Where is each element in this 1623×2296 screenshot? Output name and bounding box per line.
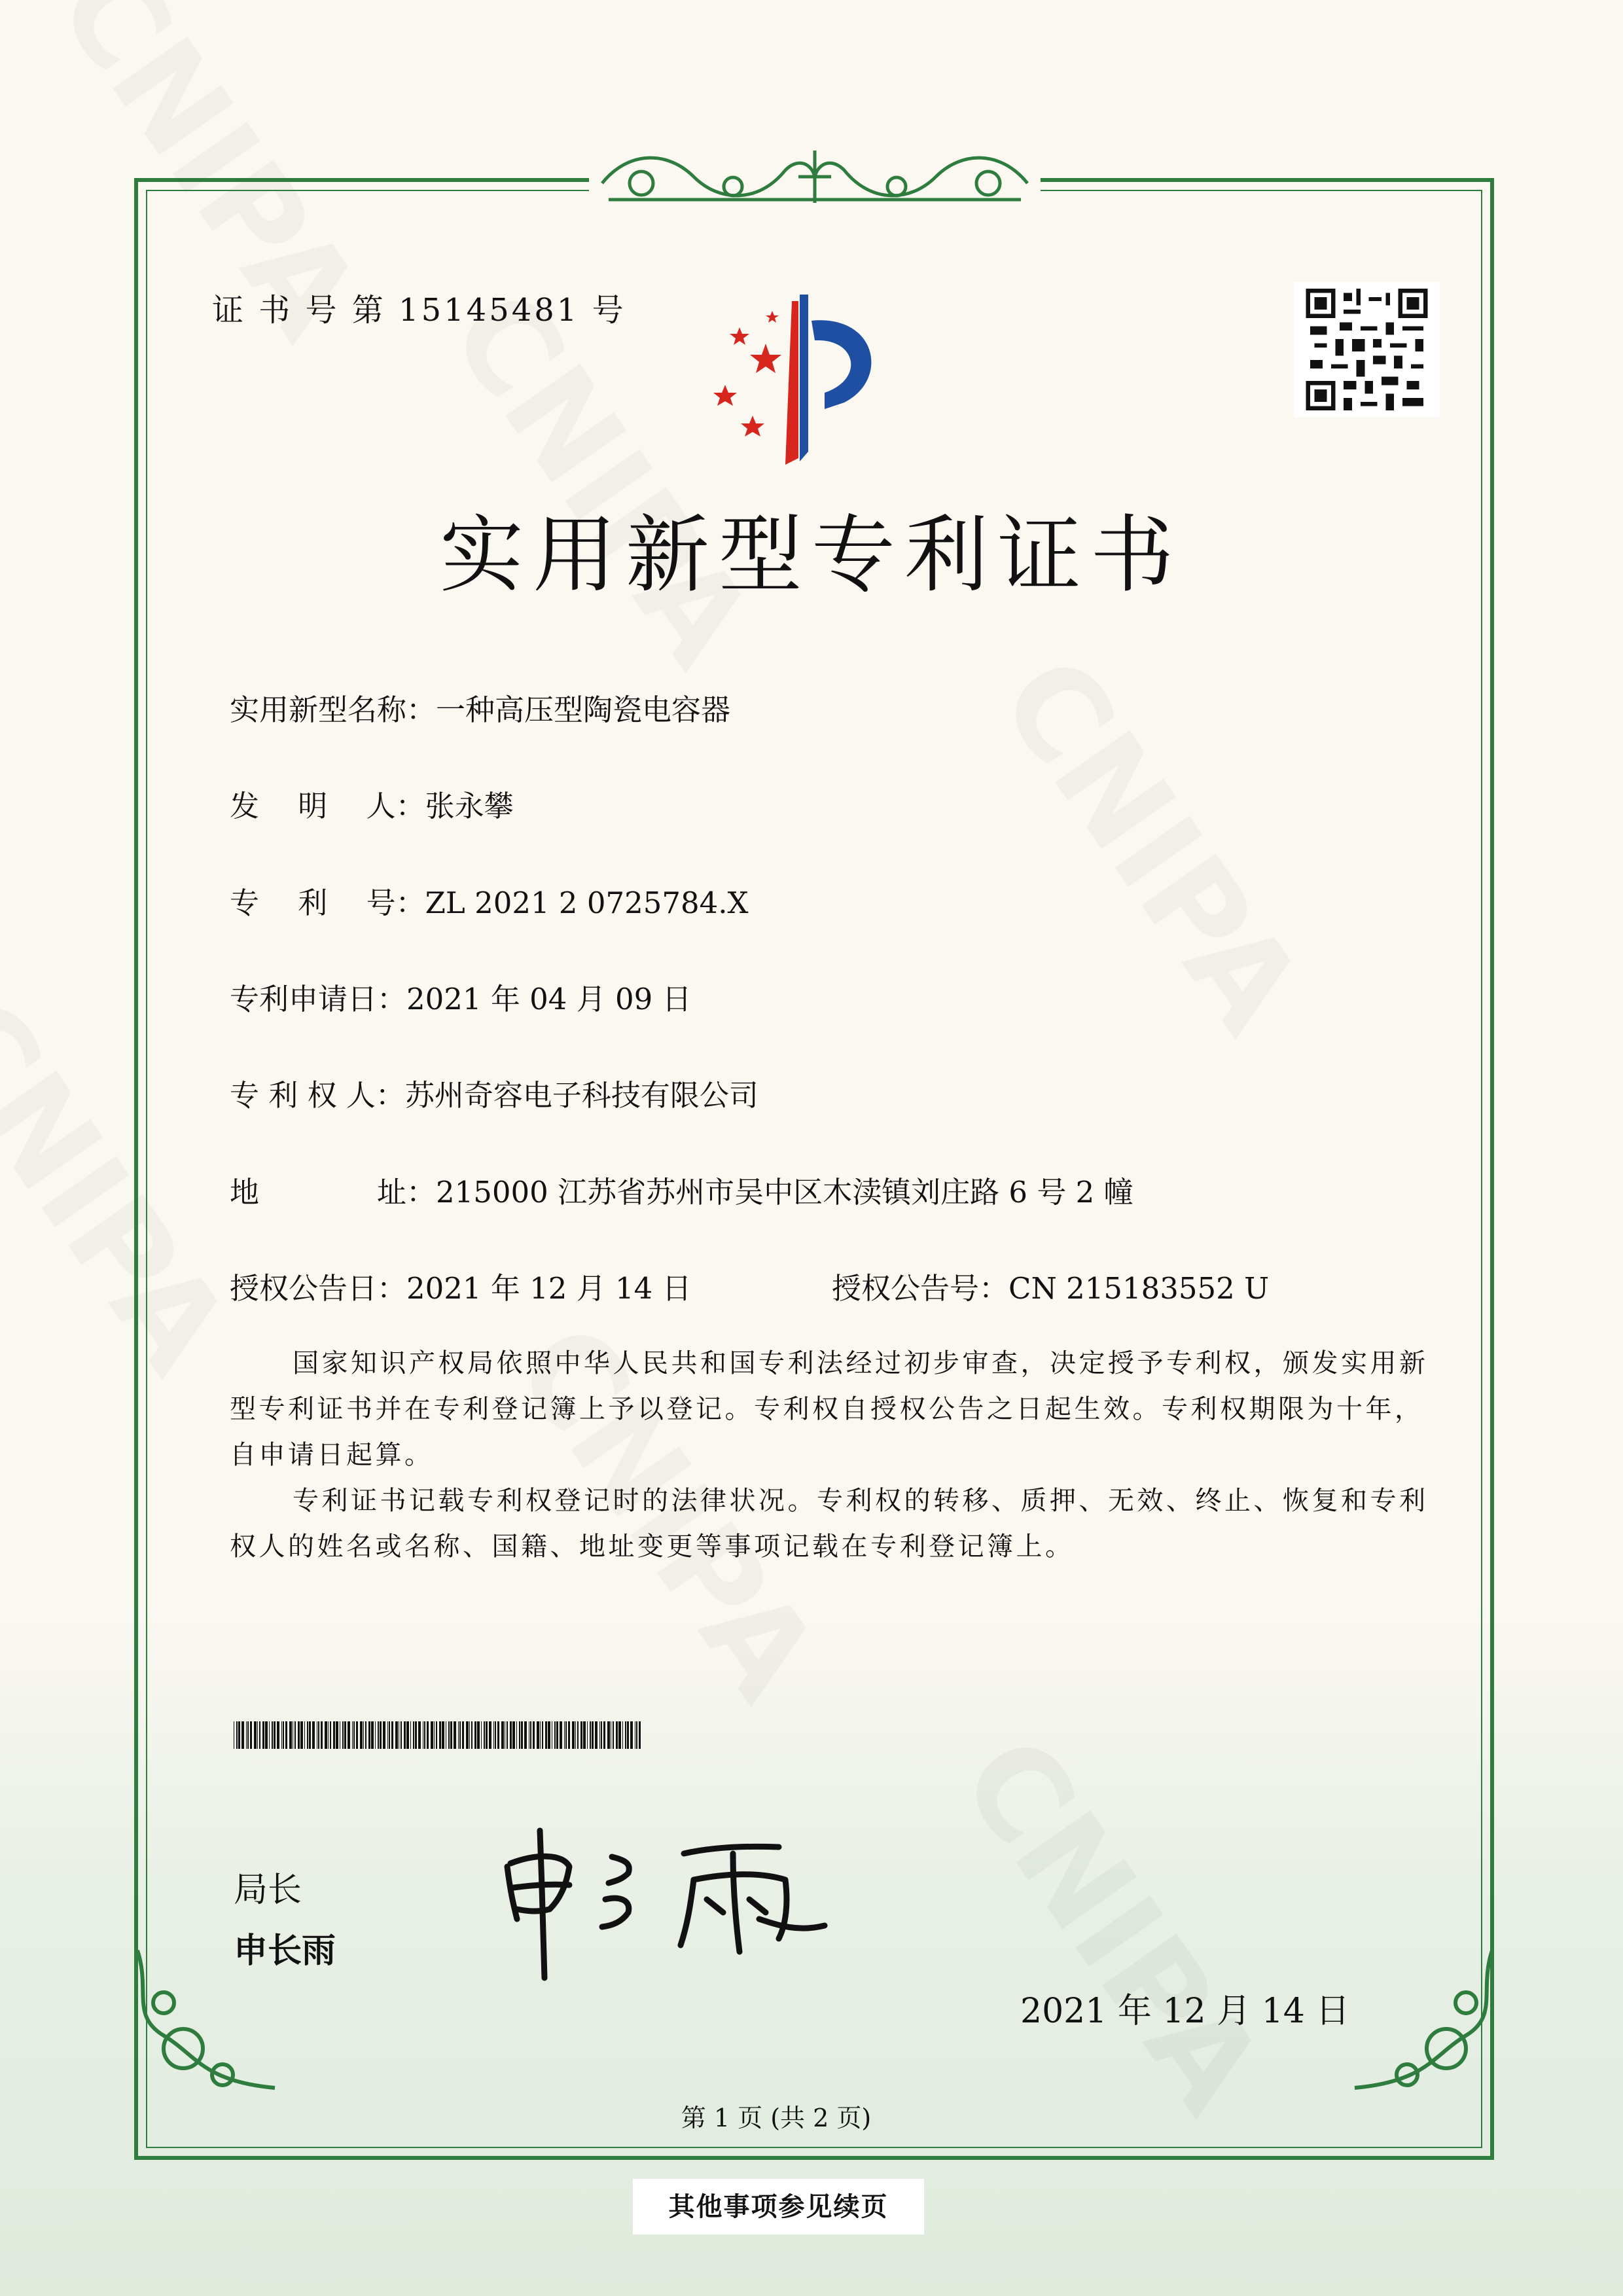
field-address bbox=[230, 1168, 1133, 1211]
barcode-bar bbox=[481, 1721, 482, 1749]
barcode-bar bbox=[542, 1721, 543, 1749]
barcode-bar bbox=[540, 1721, 541, 1749]
barcode-bar bbox=[353, 1721, 355, 1749]
barcode-bar bbox=[272, 1721, 273, 1749]
barcode-bar bbox=[375, 1721, 376, 1749]
barcode-bar bbox=[618, 1721, 621, 1749]
barcode-bar bbox=[250, 1721, 252, 1749]
barcode-bar bbox=[269, 1721, 270, 1749]
barcode-bar bbox=[387, 1721, 388, 1749]
barcode-bar bbox=[575, 1721, 576, 1749]
barcode-bar bbox=[262, 1721, 264, 1749]
barcode-bar bbox=[247, 1721, 249, 1749]
barcode-bar bbox=[554, 1721, 556, 1749]
barcode-bar bbox=[328, 1721, 329, 1749]
barcode-bar bbox=[587, 1721, 588, 1749]
field-label: 专 利 号： bbox=[230, 886, 425, 920]
barcode-bar bbox=[564, 1721, 565, 1749]
barcode-bar bbox=[521, 1721, 523, 1749]
barcode-bar bbox=[356, 1721, 358, 1749]
barcode-bar bbox=[304, 1721, 305, 1749]
barcode-bar bbox=[560, 1721, 562, 1749]
barcode-bar bbox=[342, 1721, 344, 1749]
director-title: 局长 bbox=[234, 1871, 302, 1910]
barcode-bar bbox=[300, 1721, 303, 1749]
barcode-bar bbox=[427, 1721, 429, 1749]
barcode-bar bbox=[360, 1721, 363, 1749]
field-label: 专利申请日： bbox=[230, 982, 407, 1016]
barcode-bar bbox=[519, 1721, 520, 1749]
barcode-bar bbox=[639, 1721, 641, 1749]
barcode-bar bbox=[625, 1721, 626, 1749]
field-utility-model-name bbox=[230, 686, 730, 728]
field-grant-date bbox=[230, 1265, 692, 1307]
barcode-icon bbox=[234, 1721, 643, 1749]
barcode-bar bbox=[257, 1721, 258, 1749]
barcode-bar bbox=[298, 1721, 300, 1749]
barcode-bar bbox=[599, 1721, 600, 1749]
barcode-bar bbox=[489, 1721, 491, 1749]
barcode-bar bbox=[383, 1721, 385, 1749]
barcode-bar bbox=[431, 1721, 433, 1749]
field-value: 215000 江苏省苏州市吴中区木渎镇刘庄路 6 号 2 幢 bbox=[436, 1175, 1133, 1210]
barcode-bar bbox=[434, 1721, 435, 1749]
barcode-bar bbox=[365, 1721, 366, 1749]
barcode-bar bbox=[510, 1721, 512, 1749]
field-value: 一种高压型陶瓷电容器 bbox=[436, 692, 731, 727]
barcode-bar bbox=[474, 1721, 476, 1749]
field-value: 2021 年 04 月 09 日 bbox=[406, 982, 692, 1016]
barcode-bar bbox=[512, 1721, 515, 1749]
field-label: 授权公告日： bbox=[230, 1271, 407, 1306]
page-title: 实用新型专利证书 bbox=[439, 507, 1183, 604]
barcode-bar bbox=[572, 1721, 575, 1749]
barcode-bar bbox=[389, 1721, 390, 1749]
barcode-bar bbox=[330, 1721, 331, 1749]
barcode-bar bbox=[254, 1721, 257, 1749]
handwritten-signature-icon bbox=[497, 1827, 838, 1984]
barcode-bar bbox=[545, 1721, 547, 1749]
barcode-bar bbox=[289, 1721, 292, 1749]
barcode-bar bbox=[627, 1721, 629, 1749]
barcode-bar bbox=[285, 1721, 287, 1749]
barcode-bar bbox=[318, 1721, 319, 1749]
barcode-bar bbox=[636, 1721, 637, 1749]
barcode-bar bbox=[238, 1721, 240, 1749]
barcode-bar bbox=[413, 1721, 414, 1749]
barcode-bar bbox=[459, 1721, 461, 1749]
barcode-bar bbox=[568, 1721, 570, 1749]
barcode-bar bbox=[333, 1721, 335, 1749]
barcode-bar bbox=[616, 1721, 618, 1749]
barcode-bar bbox=[371, 1721, 374, 1749]
barcode-bar bbox=[236, 1721, 238, 1749]
field-patent-number bbox=[230, 879, 749, 922]
barcode-bar bbox=[401, 1721, 402, 1749]
barcode-bar bbox=[368, 1721, 370, 1749]
barcode-bar bbox=[477, 1721, 480, 1749]
barcode-bar bbox=[424, 1721, 425, 1749]
barcode-bar bbox=[406, 1721, 409, 1749]
field-label: 发 明 人： bbox=[230, 789, 425, 823]
field-label: 实用新型名称： bbox=[230, 692, 437, 727]
barcode-bar bbox=[294, 1721, 296, 1749]
barcode-bar bbox=[391, 1721, 393, 1749]
field-announcement-number bbox=[832, 1265, 1269, 1307]
barcode-bar bbox=[622, 1721, 623, 1749]
barcode-bar bbox=[363, 1721, 364, 1749]
barcode-bar bbox=[458, 1721, 459, 1749]
barcode-bar bbox=[590, 1721, 591, 1749]
barcode-bar bbox=[321, 1721, 323, 1749]
field-value: CN 215183552 U bbox=[1008, 1271, 1270, 1306]
barcode-bar bbox=[312, 1721, 315, 1749]
barcode-bar bbox=[281, 1721, 282, 1749]
barcode-bar bbox=[277, 1721, 279, 1749]
barcode-bar bbox=[344, 1721, 346, 1749]
barcode-bar bbox=[241, 1721, 244, 1749]
barcode-bar bbox=[265, 1721, 268, 1749]
barcode-bar bbox=[484, 1721, 485, 1749]
barcode-bar bbox=[486, 1721, 488, 1749]
barcode-bar bbox=[259, 1721, 260, 1749]
barcode-bar bbox=[524, 1721, 527, 1749]
cnipa-logo-icon bbox=[694, 281, 936, 471]
barcode-bar bbox=[466, 1721, 469, 1749]
barcode-bar bbox=[469, 1721, 470, 1749]
barcode-bar bbox=[395, 1721, 398, 1749]
barcode-bar bbox=[516, 1721, 517, 1749]
field-value: ZL 2021 2 0725784.X bbox=[425, 886, 749, 920]
barcode-bar bbox=[378, 1721, 379, 1749]
barcode-bar bbox=[497, 1721, 499, 1749]
field-value: 苏州奇容电子科技有限公司 bbox=[404, 1078, 758, 1113]
barcode-bar bbox=[325, 1721, 327, 1749]
barcode-bar bbox=[415, 1721, 417, 1749]
barcode-bar bbox=[530, 1721, 531, 1749]
barcode-bar bbox=[603, 1721, 605, 1749]
page-number: 第 1 页 (共 2 页) bbox=[681, 2104, 872, 2132]
barcode-bar bbox=[607, 1721, 610, 1749]
barcode-bar bbox=[450, 1721, 452, 1749]
barcode-bar bbox=[601, 1721, 602, 1749]
barcode-bar bbox=[348, 1721, 350, 1749]
barcode-bar bbox=[507, 1721, 508, 1749]
barcode-bar bbox=[418, 1721, 421, 1749]
barcode-bar bbox=[336, 1721, 338, 1749]
barcode-bar bbox=[537, 1721, 539, 1749]
barcode-bar bbox=[283, 1721, 284, 1749]
barcode-bar bbox=[495, 1721, 496, 1749]
barcode-bar bbox=[274, 1721, 276, 1749]
field-label: 专 利 权 人： bbox=[230, 1078, 405, 1113]
field-application-date bbox=[230, 975, 692, 1018]
barcode-bar bbox=[577, 1721, 579, 1749]
field-patentee bbox=[230, 1071, 758, 1114]
barcode-bar bbox=[246, 1721, 247, 1749]
barcode-bar bbox=[471, 1721, 473, 1749]
barcode-bar bbox=[410, 1721, 411, 1749]
field-value: 张永攀 bbox=[425, 789, 514, 823]
barcode-bar bbox=[309, 1721, 311, 1749]
barcode-bar bbox=[307, 1721, 308, 1749]
statement-paragraph: 国家知识产权局依照中华人民共和国专利法经过初步审查，决定授予专利权，颁发实用新型专利证书并在专利登记簿上予以登记。专利权自授权公告之日起生效。专利权期限为十年，自申请日起算。 bbox=[230, 1348, 1429, 1470]
barcode-bar bbox=[595, 1721, 597, 1749]
field-value: 2021 年 12 月 14 日 bbox=[406, 1271, 692, 1306]
barcode-bar bbox=[533, 1721, 535, 1749]
field-label: 地 址： bbox=[230, 1175, 437, 1210]
barcode-bar bbox=[556, 1721, 558, 1749]
barcode-bar bbox=[583, 1721, 586, 1749]
issue-date: 2021 年 12 月 14 日 bbox=[1020, 1992, 1350, 2031]
corner-ornament-icon bbox=[1342, 1937, 1505, 2101]
certificate-number: 证 书 号 第 15145481 号 bbox=[212, 292, 626, 329]
top-ornament-icon bbox=[589, 137, 1041, 216]
barcode-bar bbox=[548, 1721, 550, 1749]
statement-paragraph: 专利证书记载专利权登记时的法律状况。专利权的转移、质押、无效、终止、恢复和专利权人的姓名或名称、国籍、地址变更等事项记载在专利登记簿上。 bbox=[230, 1486, 1429, 1562]
barcode-bar bbox=[565, 1721, 567, 1749]
barcode-bar bbox=[501, 1721, 504, 1749]
barcode-bar bbox=[352, 1721, 353, 1749]
qr-code-icon bbox=[1294, 282, 1440, 417]
barcode-bar bbox=[448, 1721, 450, 1749]
barcode-bar bbox=[439, 1721, 441, 1749]
barcode-bar bbox=[380, 1721, 382, 1749]
barcode-bar bbox=[454, 1721, 456, 1749]
director-name: 申长雨 bbox=[234, 1931, 336, 1971]
barcode-bar bbox=[404, 1721, 406, 1749]
see-continuation-note: 其他事项参见续页 bbox=[633, 2179, 924, 2234]
field-label: 授权公告号： bbox=[832, 1271, 1009, 1306]
field-inventor bbox=[230, 782, 514, 825]
barcode-bar bbox=[613, 1721, 614, 1749]
barcode-bar bbox=[442, 1721, 444, 1749]
barcode-bar bbox=[592, 1721, 594, 1749]
barcode-bar bbox=[493, 1721, 494, 1749]
certificate-statement bbox=[230, 1340, 1434, 1570]
barcode-bar bbox=[436, 1721, 437, 1749]
barcode-bar bbox=[630, 1721, 633, 1749]
barcode-bar bbox=[580, 1721, 582, 1749]
barcode-bar bbox=[462, 1721, 464, 1749]
